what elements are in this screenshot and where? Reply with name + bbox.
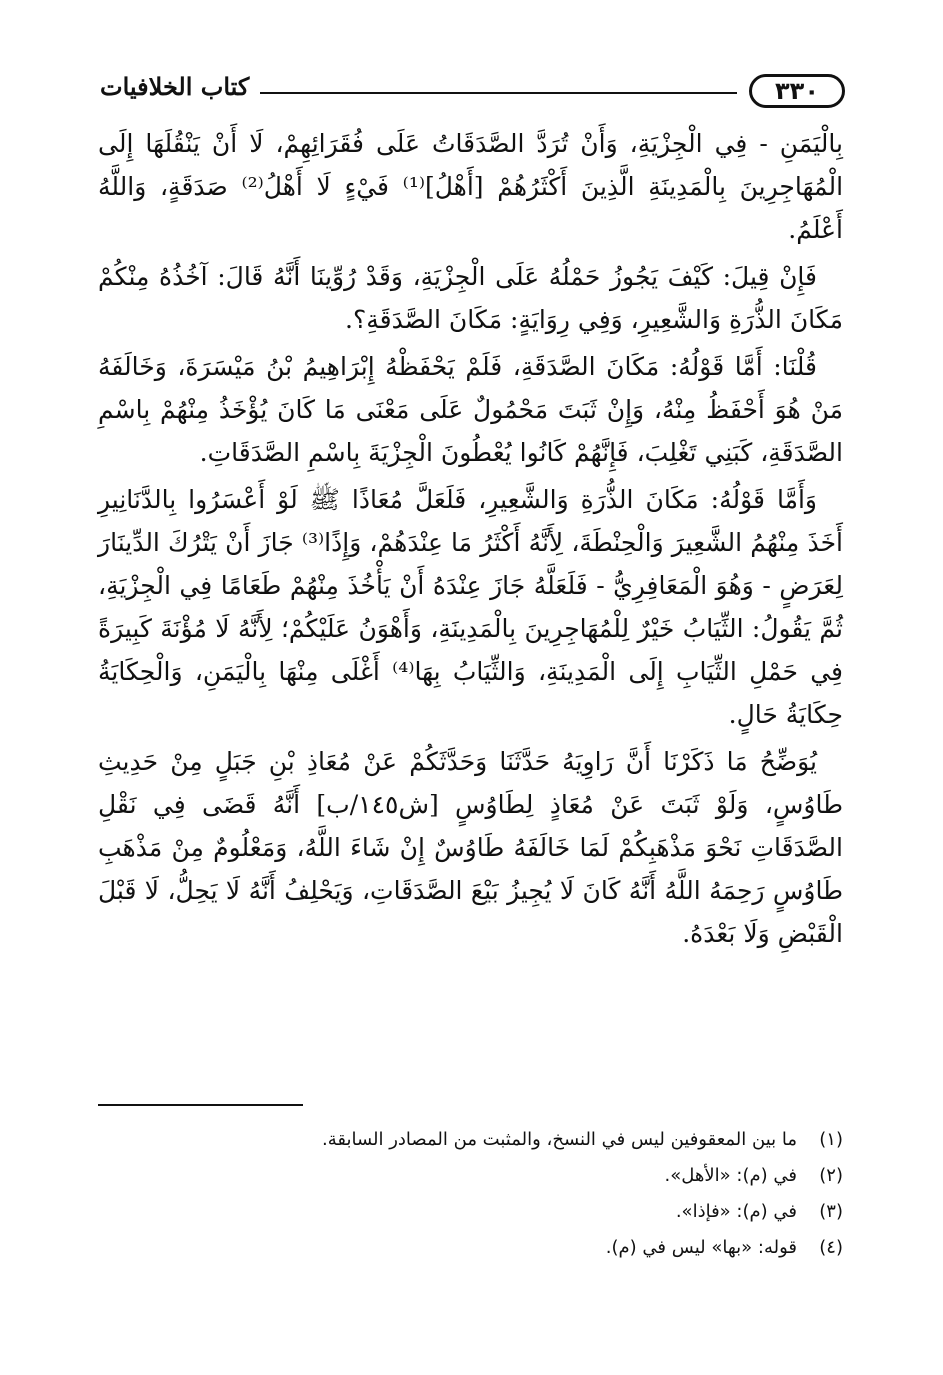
page-header xyxy=(100,72,845,112)
footnote-number: (٤) xyxy=(819,1237,843,1258)
footnote-2 xyxy=(98,1158,843,1194)
footnote-1 xyxy=(98,1122,843,1158)
footnote-text: قوله: «بها» ليس في (م). xyxy=(605,1237,797,1258)
footnote-text: في (م): «فإذا». xyxy=(675,1201,797,1222)
footnote-text: ما بين المعقوفين ليس في النسخ، والمثبت من المصادر السابقة. xyxy=(321,1129,797,1150)
paragraph-4: وَأَمَّا قَوْلُهُ: مَكَانَ الذُّرَةِ وَالشَّعِيرِ، فَلَعَلَّ مُعَاذًا ﷺ لَوْ أَعْسَرُوا بِالدَّنَانِيرِ أَخَذَ مِنْهُمُ الشَّعِيرَ وَالْحِنْطَةَ، لِأَنَّهُ أَكْثَرُ مَا عِنْدَهُمْ، وَإِذًا⁽³⁾ جَازَ أَنْ يَتْرُكَ الدِّينَارَ لِعَرَضٍ - وَهُوَ الْمَعَافِرِيُّ - فَلَعَلَّهُ جَازَ عِنْدَهُ أَنْ يَأْخُذَ مِنْهُمْ طَعَامًا فِي الْجِزْيَةِ، ثُمَّ يَقُولُ: الثِّيَابُ خَيْرٌ لِلْمُهَاجِرِينَ بِالْمَدِينَةِ، وَأَهْوَنُ عَلَيْكُمْ؛ لِأَنَّهُ لَا مُؤْنَةَ كَبِيرَةً فِي حَمْلِ الثِّيَابِ إِلَى الْمَدِينَةِ، وَالثِّيَابُ بِهَا⁽⁴⁾ أَغْلَى مِنْهَا بِالْيَمَنِ، وَالْحِكَايَةُ حِكَايَةُ حَالٍ. xyxy=(98,485,843,729)
footnote-separator xyxy=(98,1104,303,1106)
book-title: كتاب الخلافيات xyxy=(100,72,250,101)
paragraph-2: فَإِنْ قِيلَ: كَيْفَ يَجُوزُ حَمْلُهُ عَلَى الْجِزْيَةِ، وَقَدْ رُوِّينَا أَنَّهُ قَالَ: آخُذُهُ مِنْكُمْ مَكَانَ الذُّرَةِ وَالشَّعِيرِ، وَفِي رِوَايَةٍ: مَكَانَ الصَّدَقَةِ؟. xyxy=(98,262,843,334)
paragraph-5: يُوَضِّحُ مَا ذَكَرْنَا أَنَّ رَاوِيَهُ حَدَّثَنَا وَحَدَّثَكُمْ عَنْ مُعَاذِ بْنِ جَبَلٍ مِنْ حَدِيثِ طَاوُسٍ، وَلَوْ ثَبَتَ عَنْ مُعَاذٍ لِطَاوُسٍ [ش١٤٥/ب] أَنَّهُ قَضَى فِي نَقْلِ الصَّدَقَاتِ نَحْوَ مَذْهَبِكُمْ لَمَا خَالَفَهُ طَاوُسٌ إِنْ شَاءَ اللَّهُ، وَمَعْلُومٌ مِنْ مَذْهَبِ طَاوُسٍ رَحِمَهُ اللَّهُ أَنَّهُ كَانَ لَا يُجِيزُ بَيْعَ الصَّدَقَاتِ، وَيَحْلِفُ أَنَّهُ لَا يَحِلُّ، لَا قَبْلَ الْقَبْضِ وَلَا بَعْدَهُ. xyxy=(98,747,843,948)
paragraph-1: بِالْيَمَنِ - فِي الْجِزْيَةِ، وَأَنْ تُرَدَّ الصَّدَقَاتُ عَلَى فُقَرَائِهِمْ، لَا أَنْ يَنْقُلَهَا إِلَى الْمُهَاجِرِينَ بِالْمَدِينَةِ الَّذِينَ أَكْثَرُهُمْ [أَهْلُ]⁽¹⁾ فَيْءٍ لَا أَهْلُ⁽²⁾ صَدَقَةٍ، وَاللَّهُ أَعْلَمُ. xyxy=(98,129,844,244)
footnote-4 xyxy=(98,1230,843,1266)
main-text xyxy=(98,122,843,955)
header-rule xyxy=(260,92,737,94)
page-number: ٣٣٠ xyxy=(749,74,845,108)
paragraph-3: قُلْنَا: أَمَّا قَوْلُهُ: مَكَانَ الصَّدَقَةِ، فَلَمْ يَحْفَظْهُ إِبْرَاهِيمُ بْنُ مَيْسَرَةَ، وَخَالَفَهُ مَنْ هُوَ أَحْفَظُ مِنْهُ، وَإِنْ ثَبَتَ مَحْمُولٌ عَلَى مَعْنَى مَا كَانَ يُؤْخَذُ مِنْهُمْ بِاسْمِ الصَّدَقَةِ، كَبَنِي تَغْلِبَ، فَإِنَّهُمْ كَانُوا يُعْطُونَ الْجِزْيَةَ بِاسْمِ الصَّدَقَاتِ. xyxy=(98,352,843,467)
footnote-number: (٢) xyxy=(819,1165,843,1186)
footnote-text: في (م): «الأهل». xyxy=(664,1165,797,1186)
footnote-number: (٣) xyxy=(819,1201,843,1222)
footnotes xyxy=(98,1122,843,1266)
footnote-number: (١) xyxy=(819,1129,843,1150)
footnote-3 xyxy=(98,1194,843,1230)
